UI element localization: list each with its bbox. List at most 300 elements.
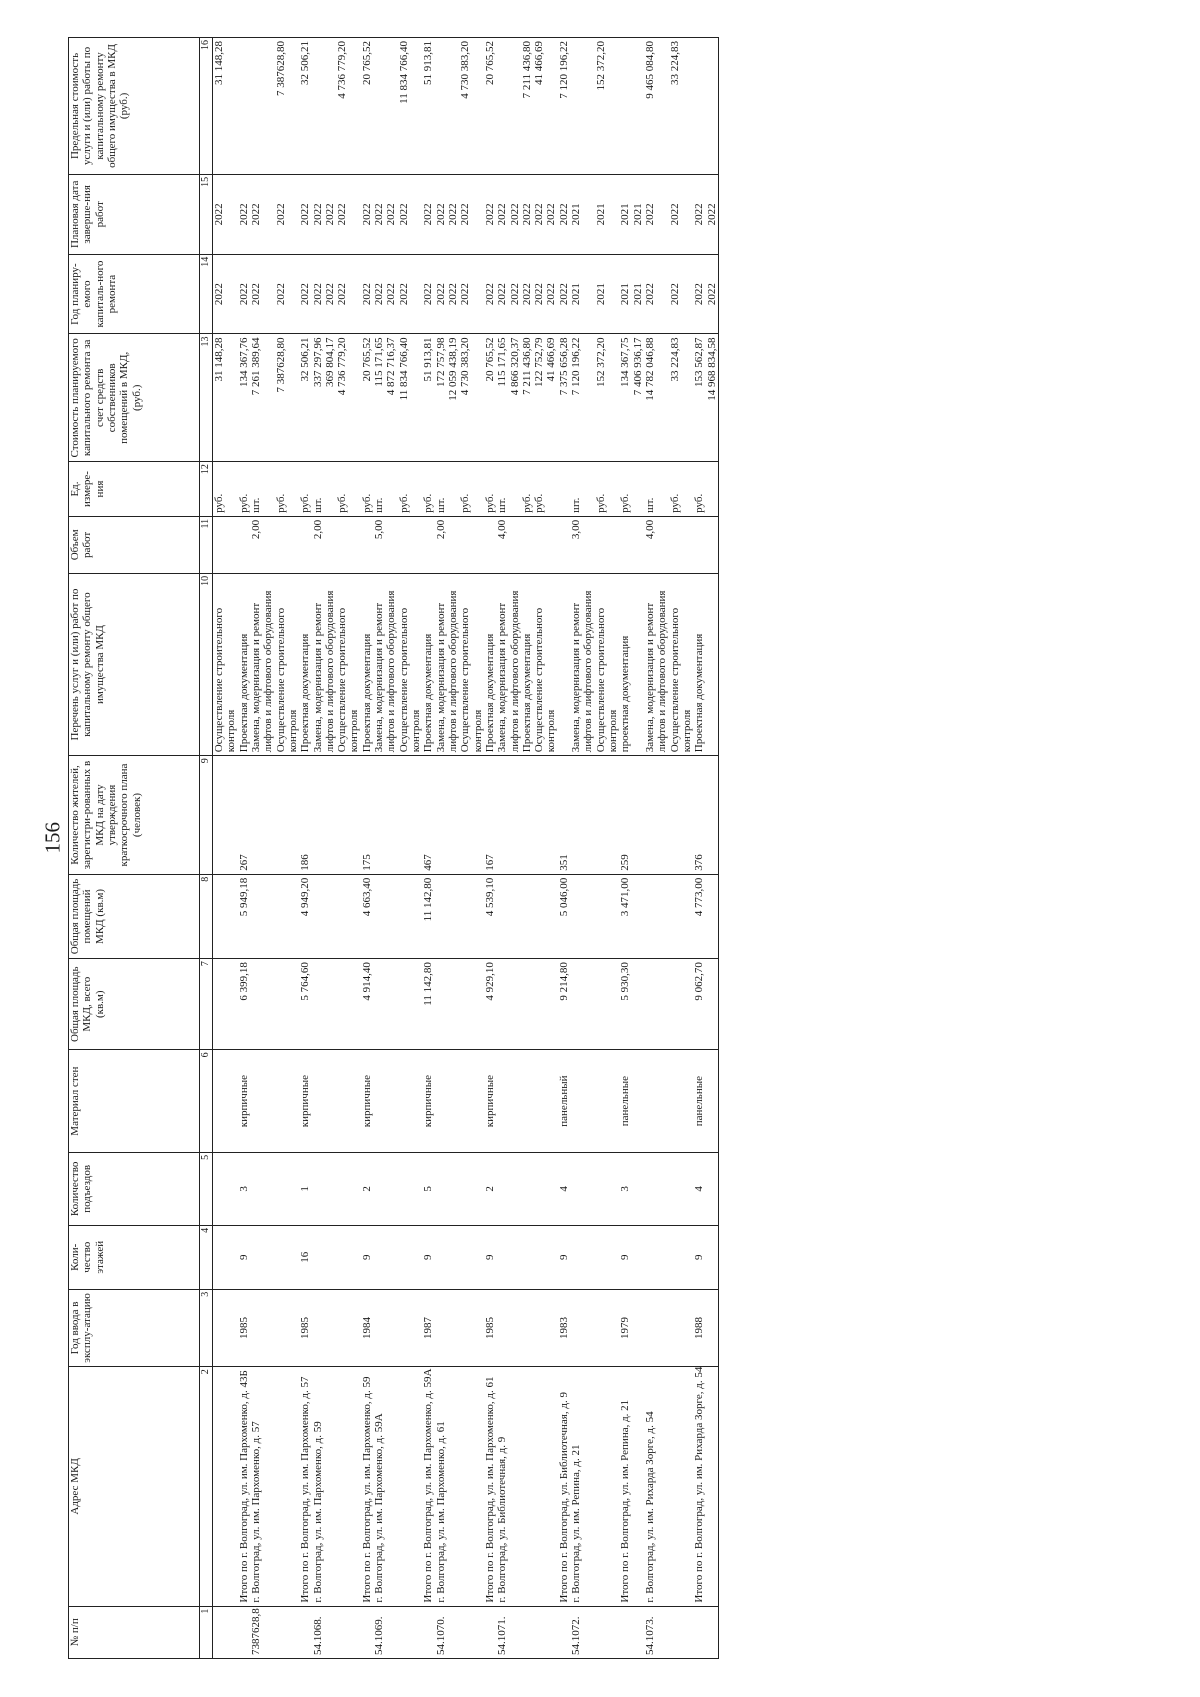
cell-text: 16 bbox=[299, 1251, 312, 1263]
cell-line: 2022 bbox=[311, 283, 324, 306]
cell-repair-cost bbox=[496, 334, 521, 462]
cell-premises-area bbox=[361, 874, 373, 958]
cell-wall-material bbox=[312, 1050, 337, 1153]
cell-address bbox=[484, 1367, 496, 1606]
cell-text bbox=[250, 1229, 262, 1286]
cell-total-area bbox=[312, 959, 337, 1050]
cell-end-date bbox=[435, 174, 460, 254]
table-row bbox=[521, 38, 558, 1659]
cell-text bbox=[595, 1293, 607, 1364]
cell-line: Осуществление строительного контроля bbox=[459, 607, 484, 753]
cell-limit-cost bbox=[336, 38, 361, 175]
cell-text bbox=[312, 1156, 324, 1222]
column-number: 3 bbox=[200, 1289, 213, 1367]
cell-text: 11 142,80 bbox=[422, 877, 435, 922]
cell-line: 134 367,76 bbox=[237, 337, 250, 387]
cell-line: 41 466,69 bbox=[533, 41, 546, 85]
cell-text: 1983 bbox=[557, 1316, 570, 1339]
cell-line: шт. bbox=[311, 497, 324, 513]
column-number: 2 bbox=[200, 1367, 213, 1606]
cell-line: шт. bbox=[643, 497, 656, 513]
cell-planned-year bbox=[275, 254, 300, 334]
cell-text bbox=[312, 878, 324, 955]
cell-line: 4 872 716,37 bbox=[385, 337, 398, 396]
cell-text bbox=[570, 962, 582, 1046]
cell-line: 2022 bbox=[274, 203, 287, 226]
cell-floors bbox=[496, 1225, 521, 1289]
table-row bbox=[693, 38, 718, 1659]
cell-line: 11 834 766,40 bbox=[397, 41, 410, 104]
cell-limit-cost bbox=[275, 38, 300, 175]
cell-line: 51 913,81 bbox=[422, 41, 435, 85]
column-number: 10 bbox=[200, 573, 213, 755]
cell-line: 2022 bbox=[237, 203, 250, 226]
cell-text: 4 663,40 bbox=[360, 877, 373, 917]
cell-planned-year bbox=[459, 254, 484, 334]
cell-unit bbox=[521, 462, 558, 517]
cell-residents bbox=[521, 756, 558, 875]
cell-text bbox=[669, 1610, 681, 1655]
cell-premises-area bbox=[312, 874, 337, 958]
cell-work-list bbox=[496, 573, 521, 755]
cell-line: Проектная документация bbox=[299, 633, 312, 753]
cell-row-number bbox=[693, 1606, 718, 1658]
cell-line: руб. bbox=[397, 493, 410, 513]
cell-text bbox=[595, 759, 607, 871]
cell-text: 5 930,30 bbox=[619, 962, 632, 1001]
cell-line: 4,00 bbox=[643, 519, 656, 540]
cell-text: 54.1068. bbox=[311, 1616, 324, 1655]
cell-line: руб. bbox=[594, 493, 607, 513]
cell-address bbox=[693, 1367, 718, 1606]
cell-text bbox=[669, 962, 681, 1046]
cell-line: 122 752,79 bbox=[533, 337, 546, 387]
cell-premises-area bbox=[435, 874, 460, 958]
cell-repair-cost bbox=[619, 334, 644, 462]
cell-line: 2,00 bbox=[434, 519, 447, 540]
cell-end-date bbox=[275, 174, 300, 254]
cell-text bbox=[213, 1610, 225, 1655]
cell-line bbox=[312, 41, 324, 171]
cell-work-volume bbox=[361, 516, 373, 573]
cell-line: 2022 bbox=[643, 203, 656, 226]
cell-text bbox=[669, 1156, 681, 1222]
cell-address bbox=[644, 1367, 669, 1606]
cell-address bbox=[250, 1367, 275, 1606]
cell-line: 2022 bbox=[397, 203, 410, 226]
cell-text: г. Волгоград, ул. Библиотечная, д. 9 bbox=[496, 1436, 509, 1603]
cell-text bbox=[336, 962, 348, 1046]
cell-limit-cost bbox=[213, 38, 238, 175]
cell-end-date bbox=[496, 174, 521, 254]
cell-text bbox=[213, 759, 225, 871]
cell-entrances bbox=[213, 1152, 238, 1225]
cell-floors bbox=[644, 1225, 669, 1289]
cell-text: г. Волгоград, ул. им. Пархоменко, д. 61 bbox=[434, 1421, 447, 1603]
cell-line: 4,00 bbox=[496, 519, 509, 540]
cell-line: Осуществление строительного контроля bbox=[594, 607, 619, 753]
cell-text: Итого по г. Волгоград, ул. им. Пархоменко, д. 57 bbox=[299, 1376, 312, 1603]
cell-text: Итого по г. Волгоград, ул. Библиотечная, д. 9 bbox=[557, 1392, 570, 1603]
cell-limit-cost bbox=[619, 38, 644, 175]
cell-text: 11 142,80 bbox=[422, 962, 435, 1006]
cell-line: 4 736 779,20 bbox=[336, 337, 349, 396]
cell-row-number bbox=[373, 1606, 398, 1658]
cell-entrances bbox=[312, 1152, 337, 1225]
cell-text: Итого по г. Волгоград, ул. им. Пархоменко, д. 59А bbox=[422, 1368, 435, 1603]
cell-line bbox=[558, 577, 570, 752]
cell-text bbox=[669, 759, 681, 871]
cell-entrances bbox=[435, 1152, 460, 1225]
cell-end-date bbox=[213, 174, 238, 254]
cell-text bbox=[299, 1610, 311, 1655]
cell-limit-cost bbox=[644, 38, 669, 175]
cell-address bbox=[619, 1367, 644, 1606]
cell-row-number bbox=[484, 1606, 496, 1658]
cell-floors bbox=[361, 1225, 373, 1289]
cell-line: 2022 bbox=[557, 203, 570, 226]
cell-floors bbox=[336, 1225, 361, 1289]
cell-repair-cost bbox=[484, 334, 496, 462]
cell-total-area bbox=[435, 959, 460, 1050]
cell-line: 4 730 383,20 bbox=[459, 41, 472, 99]
cell-total-area bbox=[213, 959, 238, 1050]
cell-line: 2022 bbox=[705, 283, 718, 306]
cell-wall-material bbox=[336, 1050, 361, 1153]
cell-premises-area bbox=[595, 874, 620, 958]
cell-text: 54.1069. bbox=[373, 1616, 386, 1655]
cell-text bbox=[669, 1053, 681, 1149]
cell-entrances bbox=[558, 1152, 570, 1225]
cell-line: 2022 bbox=[299, 283, 312, 306]
cell-text: 1984 bbox=[360, 1316, 373, 1339]
cell-work-list bbox=[484, 573, 496, 755]
cell-line: 2022 bbox=[323, 283, 336, 306]
cell-premises-area bbox=[336, 874, 361, 958]
cell-line: шт. bbox=[373, 497, 386, 513]
cell-text bbox=[570, 759, 582, 871]
cell-text: 4 949,20 bbox=[299, 877, 312, 917]
table-row bbox=[398, 38, 423, 1659]
cell-premises-area bbox=[422, 874, 434, 958]
cell-line bbox=[361, 520, 373, 570]
table-row bbox=[644, 38, 669, 1659]
cell-text bbox=[250, 1156, 262, 1222]
cell-wall-material bbox=[435, 1050, 460, 1153]
cell-work-list bbox=[619, 573, 644, 755]
cell-line: руб. bbox=[693, 493, 706, 513]
cell-line: Осуществление строительного контроля bbox=[668, 607, 693, 753]
cell-residents bbox=[422, 756, 434, 875]
cell-text bbox=[275, 1156, 287, 1222]
cell-repair-cost bbox=[398, 334, 423, 462]
cell-work-list bbox=[312, 573, 337, 755]
cell-wall-material bbox=[213, 1050, 238, 1153]
cell-repair-cost bbox=[238, 334, 250, 462]
cell-text bbox=[595, 1156, 607, 1222]
cell-total-area bbox=[398, 959, 423, 1050]
cell-entrances bbox=[693, 1152, 718, 1225]
cell-line: 2022 bbox=[459, 203, 472, 226]
cell-end-date bbox=[250, 174, 275, 254]
cell-line: руб. bbox=[483, 493, 496, 513]
cell-text: 4 bbox=[693, 1186, 706, 1192]
cell-text: г. Волгоград, ул. им. Пархоменко, д. 59А bbox=[373, 1413, 386, 1603]
cell-year-built bbox=[238, 1289, 250, 1367]
cell-residents bbox=[275, 756, 300, 875]
cell-line: 2022 bbox=[483, 203, 496, 226]
cell-planned-year bbox=[213, 254, 238, 334]
cell-line: Замена, модернизация и ремонт лифтов и лифтового оборудования bbox=[249, 590, 275, 753]
cell-text bbox=[373, 878, 385, 955]
cell-work-list bbox=[558, 573, 570, 755]
cell-text bbox=[275, 1229, 287, 1286]
cell-unit bbox=[213, 462, 238, 517]
cell-line: 2022 bbox=[508, 283, 521, 306]
cell-row-number bbox=[398, 1606, 423, 1658]
cell-address bbox=[459, 1367, 484, 1606]
cell-limit-cost bbox=[250, 38, 275, 175]
cell-row-number bbox=[250, 1606, 275, 1658]
cell-text bbox=[361, 1610, 373, 1655]
cell-end-date bbox=[398, 174, 423, 254]
cell-line bbox=[422, 520, 434, 570]
cell-text: 9 bbox=[237, 1254, 250, 1261]
cell-row-number bbox=[570, 1606, 595, 1658]
cell-line: руб. bbox=[360, 493, 373, 513]
cell-work-volume bbox=[213, 516, 238, 573]
cell-text bbox=[238, 1610, 250, 1655]
cell-repair-cost bbox=[435, 334, 460, 462]
cell-line: 11 834 766,40 bbox=[397, 337, 410, 401]
cell-line: 2022 bbox=[237, 283, 250, 306]
cell-planned-year bbox=[361, 254, 373, 334]
cell-line: 20 765,52 bbox=[483, 41, 496, 85]
cell-row-number bbox=[238, 1606, 250, 1658]
cell-year-built bbox=[496, 1289, 521, 1367]
cell-year-built bbox=[435, 1289, 460, 1367]
table-row bbox=[336, 38, 361, 1659]
cell-residents bbox=[361, 756, 373, 875]
cell-work-volume bbox=[595, 516, 620, 573]
cell-year-built bbox=[570, 1289, 595, 1367]
cell-text bbox=[521, 1610, 533, 1655]
column-header: Год планиру-емого капиталь-ного ремонта bbox=[69, 254, 200, 334]
cell-year-built bbox=[213, 1289, 238, 1367]
cell-text bbox=[669, 1370, 681, 1602]
cell-residents bbox=[669, 756, 694, 875]
cell-text bbox=[336, 1293, 348, 1364]
cell-line: 4 736 779,20 bbox=[336, 41, 349, 99]
cell-line: Осуществление строительного контроля bbox=[213, 607, 238, 753]
cell-work-list bbox=[213, 573, 238, 755]
cell-work-list bbox=[693, 573, 718, 755]
cell-text bbox=[250, 1293, 262, 1364]
cell-wall-material bbox=[693, 1050, 718, 1153]
cell-text bbox=[373, 1293, 385, 1364]
cell-text: 376 bbox=[693, 854, 706, 871]
cell-end-date bbox=[484, 174, 496, 254]
cell-line: 2022 bbox=[397, 283, 410, 306]
cell-premises-area bbox=[250, 874, 275, 958]
cell-unit bbox=[570, 462, 595, 517]
cell-work-list bbox=[299, 573, 311, 755]
cell-line bbox=[496, 41, 508, 171]
cell-text: 3 bbox=[619, 1186, 632, 1192]
cell-row-number bbox=[459, 1606, 484, 1658]
cell-line: 2022 bbox=[520, 203, 533, 226]
cell-line: руб. bbox=[668, 493, 681, 513]
cell-line: 2022 bbox=[693, 203, 706, 226]
cell-text bbox=[435, 759, 447, 871]
cell-address bbox=[558, 1367, 570, 1606]
cell-text bbox=[250, 759, 262, 871]
table-body bbox=[213, 38, 719, 1659]
column-number: 9 bbox=[200, 756, 213, 875]
cell-text bbox=[250, 878, 262, 955]
cell-premises-area bbox=[570, 874, 595, 958]
cell-text: 1979 bbox=[619, 1316, 632, 1339]
cell-text bbox=[496, 759, 508, 871]
cell-line bbox=[299, 520, 311, 570]
cell-line: Проектная документация bbox=[237, 633, 250, 753]
cell-work-list bbox=[570, 573, 595, 755]
cell-line: проектная документация bbox=[619, 635, 632, 753]
cell-entrances bbox=[570, 1152, 595, 1225]
cell-end-date bbox=[595, 174, 620, 254]
cell-premises-area bbox=[693, 874, 718, 958]
cell-repair-cost bbox=[213, 334, 238, 462]
table-row bbox=[435, 38, 460, 1659]
cell-planned-year bbox=[484, 254, 496, 334]
cell-text bbox=[570, 878, 582, 955]
cell-text bbox=[373, 962, 385, 1046]
cell-text bbox=[459, 1053, 471, 1149]
table-row bbox=[570, 38, 595, 1659]
cell-planned-year bbox=[336, 254, 361, 334]
column-header: Год ввода в эксплу-атацию bbox=[69, 1289, 200, 1367]
cell-work-volume bbox=[373, 516, 398, 573]
cell-text: 5 949,18 bbox=[237, 877, 250, 917]
cell-total-area bbox=[693, 959, 718, 1050]
cell-premises-area bbox=[398, 874, 423, 958]
cell-text bbox=[521, 1053, 533, 1149]
cell-unit bbox=[496, 462, 521, 517]
cell-work-volume bbox=[693, 516, 718, 573]
cell-text bbox=[312, 962, 324, 1046]
cell-entrances bbox=[484, 1152, 496, 1225]
cell-wall-material bbox=[521, 1050, 558, 1153]
cell-end-date bbox=[336, 174, 361, 254]
cell-line: 32 506,21 bbox=[299, 41, 312, 85]
cell-line: 41 466,69 bbox=[545, 337, 558, 382]
cell-line: Замена, модернизация и ремонт лифтов и лифтового оборудования bbox=[570, 590, 595, 753]
cell-work-volume bbox=[669, 516, 694, 573]
cell-text bbox=[644, 962, 656, 1046]
cell-text bbox=[336, 1229, 348, 1286]
cell-text: 4 929,10 bbox=[483, 962, 496, 1001]
cell-unit bbox=[250, 462, 275, 517]
cell-line: 2021 bbox=[594, 283, 607, 306]
cell-line: шт. bbox=[570, 497, 583, 513]
cell-total-area bbox=[250, 959, 275, 1050]
cell-line: 2022 bbox=[373, 283, 386, 306]
cell-wall-material bbox=[595, 1050, 620, 1153]
cell-line: шт. bbox=[249, 497, 262, 513]
cell-floors bbox=[669, 1225, 694, 1289]
cell-total-area bbox=[484, 959, 496, 1050]
cell-line: 7 375 656,28 bbox=[557, 337, 570, 396]
cell-row-number bbox=[336, 1606, 361, 1658]
cell-line: 2022 bbox=[385, 283, 398, 306]
cell-text: 9 bbox=[619, 1254, 632, 1261]
cell-text: 9 214,80 bbox=[557, 962, 570, 1001]
cell-floors bbox=[484, 1225, 496, 1289]
cell-entrances bbox=[238, 1152, 250, 1225]
cell-wall-material bbox=[558, 1050, 570, 1153]
cell-total-area bbox=[619, 959, 644, 1050]
cell-line bbox=[558, 465, 570, 513]
column-header: Стоимость планируемого капитального ремонта за счет средств собственников помещений в МКД, (руб.) bbox=[69, 334, 200, 462]
cell-line: 7 211 436,80 bbox=[520, 41, 533, 99]
cell-text bbox=[459, 1370, 471, 1602]
cell-floors bbox=[238, 1225, 250, 1289]
cell-entrances bbox=[644, 1152, 669, 1225]
cell-limit-cost bbox=[422, 38, 434, 175]
cell-line: 2021 bbox=[619, 283, 632, 306]
cell-floors bbox=[299, 1225, 311, 1289]
cell-line: 2,00 bbox=[249, 519, 262, 540]
cell-text bbox=[459, 1610, 471, 1655]
cell-line: 9 465 084,80 bbox=[643, 41, 656, 99]
cell-address bbox=[422, 1367, 434, 1606]
cell-text bbox=[644, 1156, 656, 1222]
cell-residents bbox=[496, 756, 521, 875]
cell-work-list bbox=[669, 573, 694, 755]
cell-text bbox=[496, 1053, 508, 1149]
cell-line bbox=[373, 41, 385, 171]
cell-line: шт. bbox=[434, 497, 447, 513]
cell-text bbox=[644, 878, 656, 955]
cell-residents bbox=[435, 756, 460, 875]
table-row bbox=[595, 38, 620, 1659]
cell-planned-year bbox=[312, 254, 337, 334]
cell-year-built bbox=[398, 1289, 423, 1367]
cell-text: 9 bbox=[557, 1254, 570, 1261]
cell-text bbox=[213, 878, 225, 955]
cell-line bbox=[459, 520, 471, 570]
cell-end-date bbox=[619, 174, 644, 254]
cell-repair-cost bbox=[558, 334, 570, 462]
column-number: 1 bbox=[200, 1606, 213, 1658]
cell-line: 2022 bbox=[545, 283, 558, 306]
cell-text: 1985 bbox=[237, 1316, 250, 1339]
cell-text: 1985 bbox=[483, 1316, 496, 1339]
table-row bbox=[238, 38, 250, 1659]
cell-text bbox=[570, 1229, 582, 1286]
cell-line: 2022 bbox=[360, 203, 373, 226]
cell-text bbox=[644, 1293, 656, 1364]
cell-line: 2022 bbox=[446, 203, 459, 226]
cell-text bbox=[459, 878, 471, 955]
cell-end-date bbox=[558, 174, 570, 254]
cell-text: 175 bbox=[360, 854, 373, 871]
cell-text bbox=[398, 1229, 410, 1286]
cell-line: 2022 bbox=[360, 283, 373, 306]
cell-limit-cost bbox=[595, 38, 620, 175]
cell-text bbox=[558, 1610, 570, 1655]
cell-repair-cost bbox=[644, 334, 669, 462]
